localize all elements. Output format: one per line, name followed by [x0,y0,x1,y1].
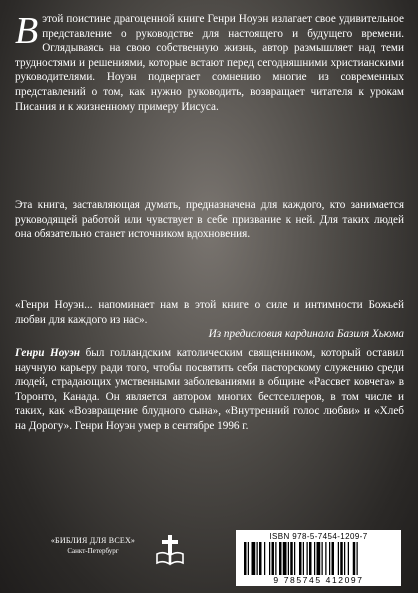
barcode-bar [288,542,289,575]
barcode-bar [259,542,262,575]
publisher-city: Санкт-Петербург [67,547,119,555]
barcode-bar [252,542,256,575]
barcode-bar [264,542,265,575]
quote-text: «Генри Ноуэн... напоминает нам в этой книге о силе и интимности Божьей любви для каждого из нас». [15,299,404,326]
barcode-bar [275,542,276,575]
barcode-bar [329,542,330,575]
author-bio-text: был голландским католическим священником, который оставил научную карьеру ради того, чтобы посвятить себя пасторскому служению среди людей, страдающих умственными заболеваниями в общине «Рассвет ковчега» в Торонто, Канада. Он является автором многих бестселлеров, в том числе и таких, как «Возвращение блудного сына», «Внутренний голос любви» и «Хлеб на Дорогу». Генри Ноуэн умер в сентябре 1996 г. [15,347,404,432]
barcode-bar [299,542,302,575]
barcode-bar [290,542,293,575]
cross-book-icon [155,534,185,566]
barcode-bar [357,542,358,575]
author-name: Генри Ноуэн [15,347,80,359]
isbn-barcode-box [236,530,401,586]
barcode-digits: 9 785745 412097 [273,575,364,585]
isbn-label: ISBN 978-5-7454-1209-7 [269,532,368,541]
barcode-bar [294,542,295,575]
barcode-bar [303,542,304,575]
barcode-bar [332,542,335,575]
barcode-bar [325,542,326,575]
publisher-name: «БИБЛИЯ ДЛЯ ВСЕХ» [50,536,136,545]
drop-cap: В [15,10,39,52]
barcode-bar [279,542,282,575]
barcode-bar [244,542,247,575]
intro-paragraph [15,12,404,114]
barcode-bar [344,542,345,575]
intro-text: этой поистине драгоценной книге Генри Ноуэн излагает свое удивительное представление о руководстве для настоящего и будущего времени. Оглядываясь на свою собственную жизнь, автор размышляет над теми трудностями и решениями, которые встают перед сегодняшними христианскими руководителями. Ноуэн подвергает сомнению многие из современных представлений о том, как нужно руководить, возвращает читателя к урокам Писания и к жизненному примеру Иисуса. [15,13,404,113]
barcode-bar [340,542,343,575]
barcode-bar [322,542,323,575]
barcode-bar [283,542,287,575]
barcode-bar [307,542,308,575]
purpose-paragraph: Эта книга, заставляющая думать, предназначена для каждого, кто занимается руководящей работой или чувствует в себе призвание к ней. Для таких людей она обязательно станет источником вдохновения. [15,199,404,241]
barcode-bar [317,542,321,575]
barcode-bar [272,542,275,575]
author-bio [15,346,404,434]
barcode-bar [257,542,258,575]
barcode-bar [348,542,349,575]
quote-block [15,298,404,342]
barcode-bar [309,542,312,575]
quote-source: Из предисловия кардинала Базиля Хьюма [208,328,404,341]
barcode-bar [353,542,356,575]
barcode-bar [338,542,339,575]
barcode-bar [269,542,270,575]
barcode-bars [242,542,395,575]
barcode-bar [314,542,315,575]
publisher-imprint [34,536,152,556]
barcode-bar [248,542,249,575]
